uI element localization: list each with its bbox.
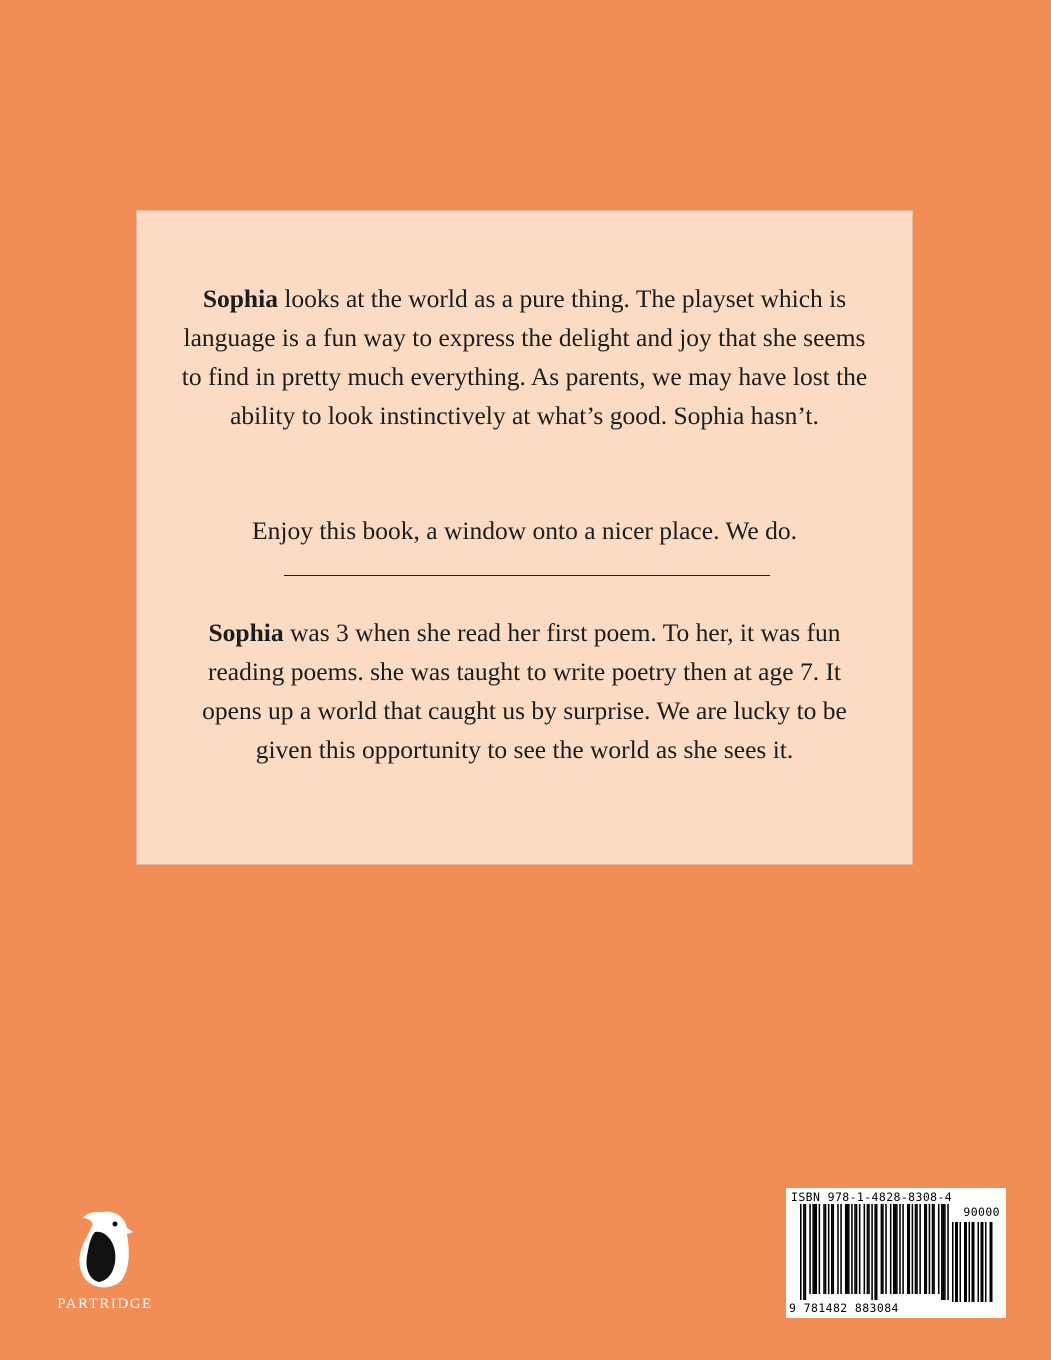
barcode-bar xyxy=(871,1204,873,1300)
blurb-paragraph-1 xyxy=(177,279,872,435)
isbn-number: ISBN 978-1-4828-8308-4 xyxy=(791,1190,953,1204)
barcode-bar xyxy=(837,1204,839,1294)
barcode-bar xyxy=(912,1204,914,1294)
blurb-paragraph-3 xyxy=(177,613,872,769)
barcode-bar xyxy=(864,1204,866,1294)
isbn-barcode xyxy=(786,1188,1006,1318)
divider-line xyxy=(284,575,770,576)
barcode-addon-bar xyxy=(966,1222,968,1302)
barcode-bar xyxy=(856,1204,858,1294)
barcode-bar xyxy=(800,1204,802,1300)
barcode-bar xyxy=(915,1204,917,1294)
blurb-paragraph-3-text: was 3 when she read her first poem. To her, it was fun reading poems. she was taught to write poetry then at age 7. It opens up a world that caught us by surprise. We are lucky to be given this opportunity to see the world as she sees it. xyxy=(202,618,847,764)
barcode-bar xyxy=(890,1204,892,1294)
barcode-bar xyxy=(876,1204,878,1300)
barcode-addon-bar xyxy=(957,1222,959,1302)
barcode-bar xyxy=(823,1204,825,1294)
barcode-bar xyxy=(919,1204,921,1294)
barcode-addon-bar xyxy=(964,1222,966,1302)
blurb-paragraph-1-text: looks at the world as a pure thing. The playset which is language is a fun way to express the delight and joy that she seems to find in pretty much everything. As parents, we may have lost the ability to look instinctively at what’s good. Sophia hasn’t. xyxy=(181,284,868,430)
barcode-bar xyxy=(831,1204,833,1294)
barcode-addon-bar xyxy=(952,1222,954,1302)
barcode-addon-bar xyxy=(960,1222,962,1302)
barcode-bar xyxy=(867,1204,869,1294)
barcode-addon-bar xyxy=(991,1222,993,1302)
barcode-bar xyxy=(847,1204,849,1294)
blurb-panel xyxy=(136,210,913,865)
barcode-bar xyxy=(907,1204,909,1294)
barcode-addon-bar xyxy=(972,1222,974,1302)
barcode-bar xyxy=(803,1204,805,1300)
barcode-addon-bar xyxy=(969,1222,971,1302)
barcode-addon-bar xyxy=(985,1222,987,1302)
publisher-name: PARTRIDGE xyxy=(57,1296,153,1312)
barcode-bar xyxy=(825,1204,827,1294)
barcode-bar xyxy=(933,1204,935,1294)
publisher-logo xyxy=(40,1208,170,1328)
barcode-addon-bar xyxy=(981,1222,983,1302)
barcode-bar xyxy=(944,1204,946,1300)
barcode-addon-bar xyxy=(982,1222,984,1302)
barcode-bar xyxy=(909,1204,911,1294)
barcode-bar xyxy=(885,1204,887,1294)
barcode-bar xyxy=(833,1204,835,1294)
author-name: Sophia xyxy=(202,284,278,313)
barcode-addon-bar xyxy=(990,1222,992,1302)
barcode-addon-bar xyxy=(978,1222,980,1302)
barcode-bar xyxy=(854,1204,856,1294)
barcode-bar xyxy=(851,1204,853,1294)
barcode-bar xyxy=(812,1204,814,1294)
barcode-bar xyxy=(840,1204,842,1294)
barcode-bar xyxy=(929,1204,931,1294)
barcode-bar xyxy=(899,1204,901,1294)
partridge-bird-icon xyxy=(75,1208,135,1292)
barcode-bar xyxy=(859,1204,861,1294)
barcode-bar xyxy=(845,1204,847,1294)
barcode-bar xyxy=(893,1204,895,1294)
barcode-bar xyxy=(941,1204,943,1300)
barcode-bar xyxy=(828,1204,830,1294)
barcode-bar xyxy=(805,1204,807,1300)
barcode-bar xyxy=(947,1204,949,1300)
barcode-bar xyxy=(868,1204,870,1294)
barcode-bar xyxy=(924,1204,926,1294)
barcode-bar xyxy=(902,1204,904,1294)
barcode-bar xyxy=(916,1204,918,1294)
barcode-addon-bar xyxy=(955,1222,957,1302)
barcode-bar xyxy=(896,1204,898,1294)
barcode-bar xyxy=(848,1204,850,1294)
barcode-bar xyxy=(819,1204,821,1294)
barcode-bar xyxy=(943,1204,945,1300)
barcode-bar xyxy=(816,1204,818,1294)
barcode-bar xyxy=(882,1204,884,1294)
barcode-bar xyxy=(895,1204,897,1294)
blurb-paragraph-2: Enjoy this book, a window onto a nicer place. We do. xyxy=(252,516,797,545)
barcode-bar xyxy=(809,1204,811,1294)
author-name: Sophia xyxy=(208,618,284,647)
barcode-bars xyxy=(800,1204,996,1302)
barcode-bar xyxy=(881,1204,883,1294)
barcode-bar xyxy=(814,1204,816,1294)
barcode-bar xyxy=(874,1204,876,1300)
barcode-bar xyxy=(926,1204,928,1294)
price-code: 90000 xyxy=(963,1205,1000,1219)
barcode-bar xyxy=(938,1204,940,1294)
ean-number: 9 781482 883084 xyxy=(789,1301,899,1315)
barcode-bar xyxy=(932,1204,934,1294)
barcode-addon-bar xyxy=(973,1222,975,1302)
